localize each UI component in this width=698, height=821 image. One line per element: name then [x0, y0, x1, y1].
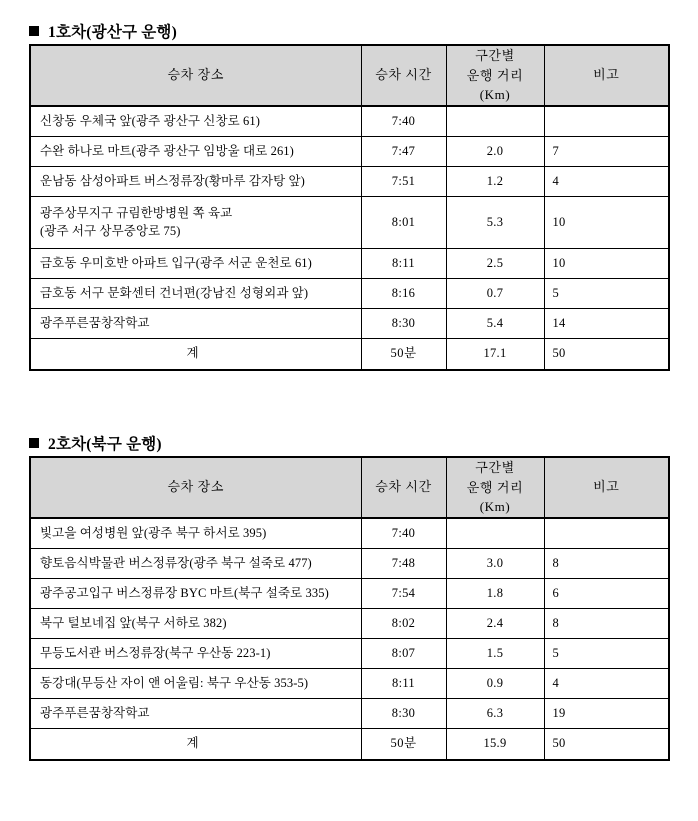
cell-time: 7:40: [361, 518, 446, 549]
table-row: [30, 548, 669, 578]
cell-total-label: 계: [30, 338, 361, 370]
section-bus-2: [0, 430, 698, 761]
cell-distance: 2.5: [446, 248, 544, 278]
cell-time: 7:47: [361, 136, 446, 166]
black-square-bullet-icon: [29, 26, 39, 36]
table-row: [30, 166, 669, 196]
header-row: [30, 457, 669, 518]
section-heading-text: 2호차(북구 운행): [48, 436, 162, 453]
cell-distance: 1.2: [446, 166, 544, 196]
cell-distance: 5.3: [446, 196, 544, 248]
section-title-bus-1: [0, 18, 698, 44]
section-heading-text: 1호차(광산구 운행): [48, 24, 177, 41]
table-header-bus-2: [30, 457, 669, 518]
cell-distance: [446, 518, 544, 549]
column-header-place: 승차 장소: [30, 45, 361, 106]
table-header-bus-1: [30, 45, 669, 106]
table-row: [30, 278, 669, 308]
cell-total-distance: 15.9: [446, 728, 544, 760]
column-header-distance-line2: 운행 거리(Km): [466, 479, 524, 514]
cell-total-time: 50분: [361, 338, 446, 370]
cell-note: 4: [544, 668, 669, 698]
column-header-distance-line1: 구간별: [475, 48, 515, 63]
cell-note: 7: [544, 136, 669, 166]
cell-note: 10: [544, 248, 669, 278]
cell-place: 신창동 우체국 앞(광주 광산구 신창로 61): [30, 106, 361, 137]
cell-time: 8:16: [361, 278, 446, 308]
cell-time: 7:51: [361, 166, 446, 196]
cell-distance: 0.7: [446, 278, 544, 308]
column-header-place: 승차 장소: [30, 457, 361, 518]
cell-note: 5: [544, 638, 669, 668]
header-row: [30, 45, 669, 106]
schedule-table-bus-2: [29, 456, 670, 761]
column-header-time: 승차 시간: [361, 45, 446, 106]
cell-distance: 6.3: [446, 698, 544, 728]
cell-total-note: 50: [544, 338, 669, 370]
cell-place: 수완 하나로 마트(광주 광산구 임방울 대로 261): [30, 136, 361, 166]
cell-place: 향토음식박물관 버스정류장(광주 북구 설죽로 477): [30, 548, 361, 578]
cell-place: [30, 196, 361, 248]
schedule-table-bus-1: [29, 44, 670, 371]
cell-place: 광주푸른꿈창작학교: [30, 308, 361, 338]
cell-distance: 1.5: [446, 638, 544, 668]
table-row: [30, 608, 669, 638]
cell-time: 8:02: [361, 608, 446, 638]
column-header-distance: [446, 457, 544, 518]
column-header-distance-line2: 운행 거리(Km): [466, 67, 524, 102]
cell-place: 금호동 서구 문화센터 건너편(강남진 성형외과 앞): [30, 278, 361, 308]
table-body-bus-1: [30, 106, 669, 370]
table-row: [30, 308, 669, 338]
cell-place: 동강대(무등산 자이 앤 어울림: 북구 우산동 353-5): [30, 668, 361, 698]
column-header-distance: [446, 45, 544, 106]
cell-distance: 2.4: [446, 608, 544, 638]
section-title-bus-2: [0, 430, 698, 456]
table-row: [30, 248, 669, 278]
cell-place: 빛고을 여성병원 앞(광주 북구 하서로 395): [30, 518, 361, 549]
cell-place: 광주푸른꿈창작학교: [30, 698, 361, 728]
column-header-note: 비고: [544, 457, 669, 518]
table-row: [30, 196, 669, 248]
black-square-bullet-icon: [29, 438, 39, 448]
cell-note: 6: [544, 578, 669, 608]
table-body-bus-2: [30, 518, 669, 760]
table-row: [30, 106, 669, 137]
column-header-distance-line1: 구간별: [475, 460, 515, 475]
table-total-row: [30, 728, 669, 760]
table-row: [30, 638, 669, 668]
cell-total-distance: 17.1: [446, 338, 544, 370]
cell-time: 7:40: [361, 106, 446, 137]
cell-total-label: 계: [30, 728, 361, 760]
cell-place: 금호동 우미호반 아파트 입구(광주 서군 운천로 61): [30, 248, 361, 278]
section-bus-1: [0, 18, 698, 371]
column-header-note: 비고: [544, 45, 669, 106]
table-row: [30, 518, 669, 549]
cell-note: 4: [544, 166, 669, 196]
cell-time: 8:01: [361, 196, 446, 248]
cell-time: 8:07: [361, 638, 446, 668]
cell-note: 8: [544, 608, 669, 638]
cell-distance: [446, 106, 544, 137]
cell-place-line1: 광주상무지구 규림한방병원 쪽 육교: [40, 205, 233, 220]
cell-place: 무등도서관 버스정류장(북구 우산동 223-1): [30, 638, 361, 668]
cell-place: 운남동 삼성아파트 버스정류장(황마루 감자탕 앞): [30, 166, 361, 196]
cell-distance: 5.4: [446, 308, 544, 338]
table-row: [30, 578, 669, 608]
cell-time: 7:48: [361, 548, 446, 578]
cell-distance: 2.0: [446, 136, 544, 166]
cell-place: 광주공고입구 버스정류장 BYC 마트(북구 설죽로 335): [30, 578, 361, 608]
cell-place-line2: (광주 서구 상무중앙로 75): [40, 224, 181, 238]
cell-distance: 3.0: [446, 548, 544, 578]
cell-place: 북구 털보네집 앞(북구 서하로 382): [30, 608, 361, 638]
cell-note: 10: [544, 196, 669, 248]
cell-total-note: 50: [544, 728, 669, 760]
cell-time: 8:30: [361, 308, 446, 338]
cell-time: 8:11: [361, 668, 446, 698]
cell-note: 14: [544, 308, 669, 338]
table-row: [30, 698, 669, 728]
cell-note: 19: [544, 698, 669, 728]
cell-note: [544, 518, 669, 549]
column-header-time: 승차 시간: [361, 457, 446, 518]
cell-note: [544, 106, 669, 137]
cell-time: 8:11: [361, 248, 446, 278]
cell-time: 7:54: [361, 578, 446, 608]
cell-distance: 1.8: [446, 578, 544, 608]
cell-note: 5: [544, 278, 669, 308]
cell-note: 8: [544, 548, 669, 578]
table-row: [30, 136, 669, 166]
table-row: [30, 668, 669, 698]
cell-time: 8:30: [361, 698, 446, 728]
cell-distance: 0.9: [446, 668, 544, 698]
cell-total-time: 50분: [361, 728, 446, 760]
table-total-row: [30, 338, 669, 370]
